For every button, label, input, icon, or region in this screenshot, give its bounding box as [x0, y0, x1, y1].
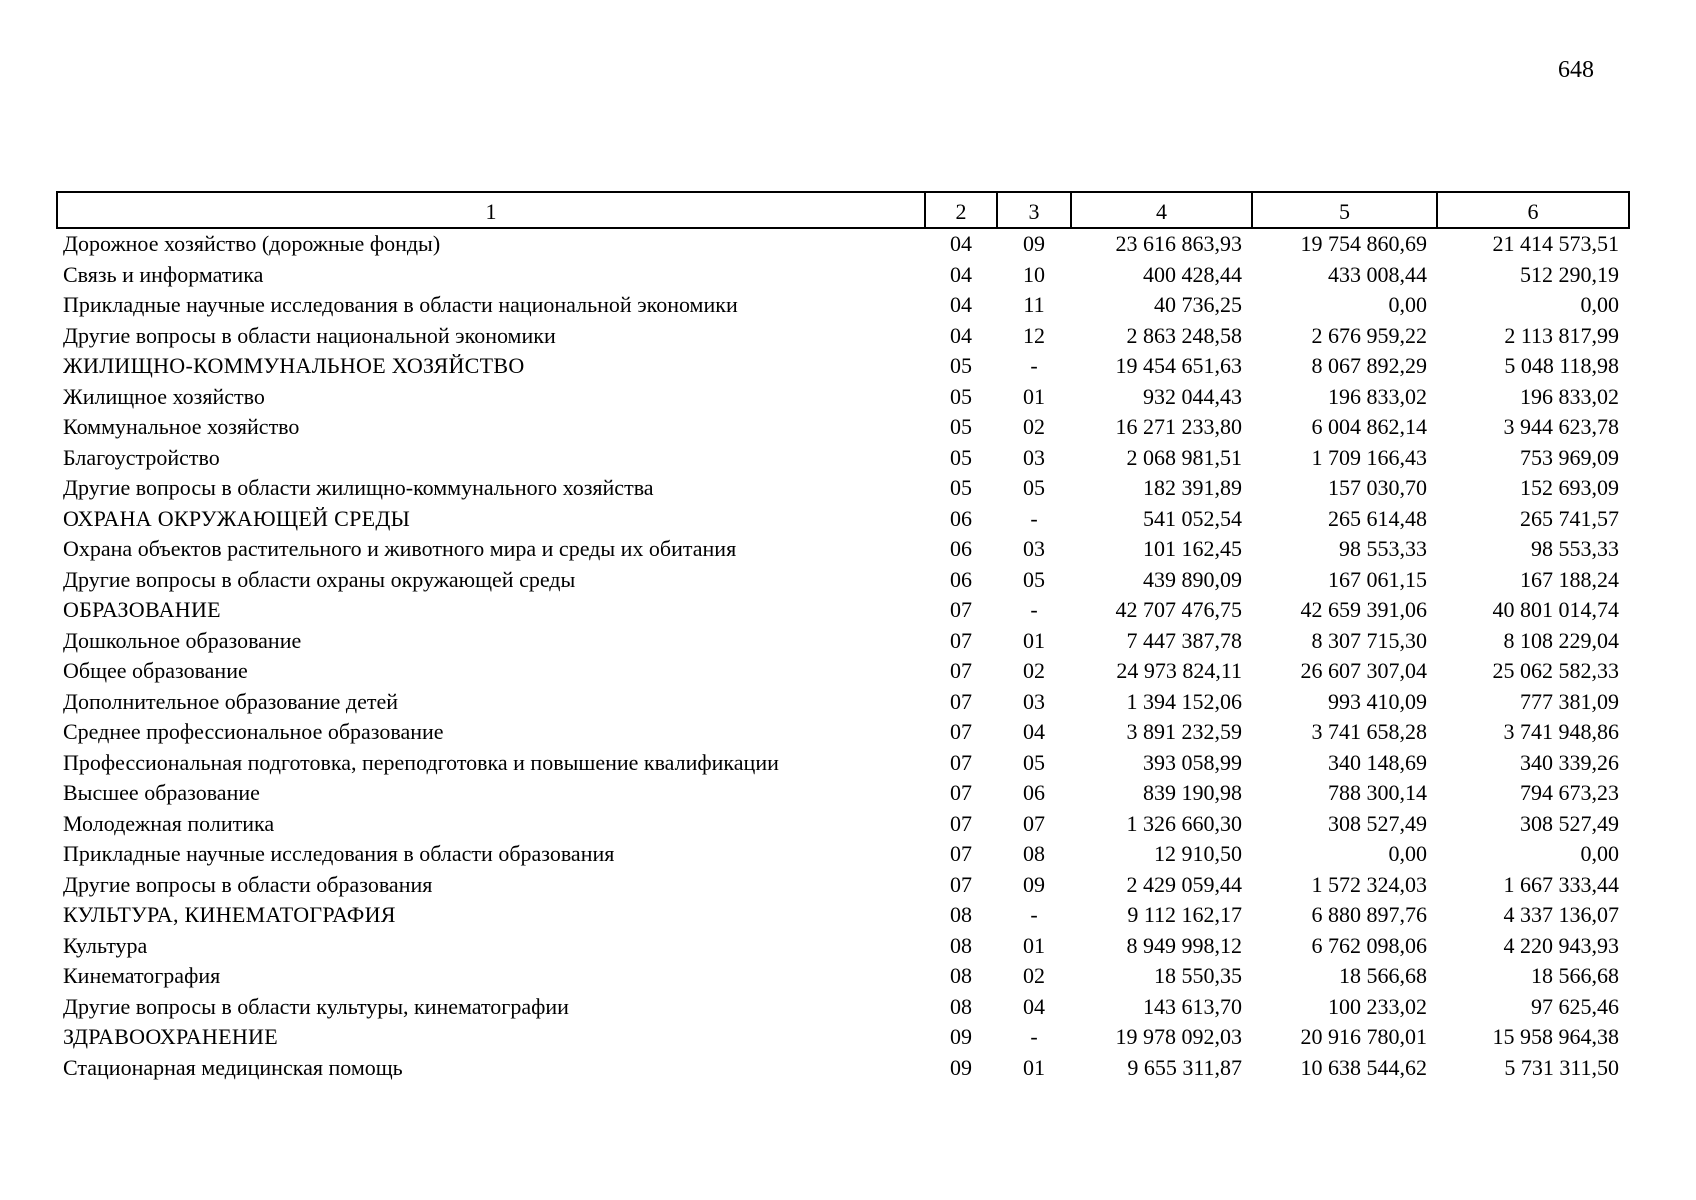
table-row: [57, 290, 1629, 321]
row-value-col6: 8 108 229,04: [1503, 627, 1619, 653]
page-number: 648: [1558, 57, 1594, 83]
row-value-col5: 3 741 658,28: [1311, 719, 1427, 745]
row-name: Коммунальное хозяйство: [63, 414, 300, 440]
row-value-col6: 512 290,19: [1520, 261, 1619, 287]
row-section-code: 04: [950, 322, 972, 348]
row-section-code: 05: [950, 444, 972, 470]
table-row: [57, 382, 1629, 413]
row-section-code: 05: [950, 353, 972, 379]
row-subsection-code: -: [1030, 505, 1038, 531]
row-name: ОБРАЗОВАНИЕ: [63, 597, 221, 623]
table-row: [57, 717, 1629, 748]
row-subsection-code: -: [1030, 353, 1038, 379]
section-row: [57, 595, 1629, 626]
row-value-col5: 2 676 959,22: [1311, 322, 1427, 348]
table-row: [57, 687, 1629, 718]
table-row: [57, 228, 1629, 260]
row-value-col5: 308 527,49: [1328, 810, 1427, 836]
row-subsection-code: 07: [1023, 810, 1045, 836]
row-name: Высшее образование: [63, 780, 260, 806]
row-value-col6: 5 048 118,98: [1504, 353, 1619, 379]
row-value-col4: 1 394 152,06: [1126, 688, 1242, 714]
row-value-col5: 20 916 780,01: [1300, 1024, 1427, 1050]
row-name: ЖИЛИЩНО-КОММУНАЛЬНОЕ ХОЗЯЙСТВО: [63, 353, 525, 379]
column-header-5: 5: [1252, 192, 1437, 228]
row-value-col6: 2 113 817,99: [1504, 322, 1619, 348]
row-section-code: 07: [950, 627, 972, 653]
table-row: [57, 961, 1629, 992]
row-value-col4: 9 112 162,17: [1127, 902, 1242, 928]
table-row: [57, 321, 1629, 352]
row-subsection-code: 06: [1023, 780, 1045, 806]
row-value-col5: 0,00: [1388, 841, 1427, 867]
row-subsection-code: 02: [1023, 414, 1045, 440]
row-value-col5: 6 762 098,06: [1311, 932, 1427, 958]
row-name: Прикладные научные исследования в области образования: [63, 841, 615, 867]
row-name: Среднее профессиональное образование: [63, 719, 444, 745]
row-section-code: 07: [950, 719, 972, 745]
table-row: [57, 839, 1629, 870]
row-name: КУЛЬТУРА, КИНЕМАТОГРАФИЯ: [63, 902, 396, 928]
row-name: Другие вопросы в области национальной экономики: [63, 322, 556, 348]
table-row: [57, 473, 1629, 504]
row-name: Другие вопросы в области охраны окружающей среды: [63, 566, 576, 592]
row-section-code: 04: [950, 292, 972, 318]
row-subsection-code: -: [1030, 1024, 1038, 1050]
table-row: [57, 412, 1629, 443]
row-subsection-code: 04: [1023, 993, 1045, 1019]
row-section-code: 06: [950, 566, 972, 592]
row-name: Другие вопросы в области культуры, кинематографии: [63, 993, 569, 1019]
row-subsection-code: 08: [1023, 841, 1045, 867]
row-subsection-code: 01: [1023, 627, 1045, 653]
row-section-code: 07: [950, 597, 972, 623]
row-value-col4: 2 429 059,44: [1126, 871, 1242, 897]
row-section-code: 05: [950, 475, 972, 501]
row-section-code: 09: [950, 1024, 972, 1050]
row-value-col4: 23 616 863,93: [1115, 231, 1242, 257]
table-row: [57, 931, 1629, 962]
row-value-col4: 3 891 232,59: [1126, 719, 1242, 745]
row-value-col4: 12 910,50: [1154, 841, 1242, 867]
row-value-col5: 8 067 892,29: [1311, 353, 1427, 379]
row-section-code: 09: [950, 1054, 972, 1080]
section-row: [57, 504, 1629, 535]
column-header-6: 6: [1437, 192, 1629, 228]
row-value-col6: 18 566,68: [1531, 963, 1619, 989]
row-section-code: 08: [950, 963, 972, 989]
row-value-col6: 4 220 943,93: [1503, 932, 1619, 958]
row-value-col4: 24 973 824,11: [1116, 658, 1242, 684]
row-value-col6: 97 625,46: [1531, 993, 1619, 1019]
table-row: [57, 565, 1629, 596]
row-section-code: 08: [950, 932, 972, 958]
row-section-code: 05: [950, 414, 972, 440]
row-value-col6: 753 969,09: [1520, 444, 1619, 470]
row-value-col6: 196 833,02: [1520, 383, 1619, 409]
row-value-col4: 439 890,09: [1143, 566, 1242, 592]
row-name: Кинематография: [63, 963, 221, 989]
row-subsection-code: -: [1030, 902, 1038, 928]
row-name: Культура: [63, 932, 148, 958]
row-value-col6: 0,00: [1580, 292, 1619, 318]
row-section-code: 05: [950, 383, 972, 409]
row-subsection-code: 03: [1023, 536, 1045, 562]
table-row: [57, 626, 1629, 657]
row-subsection-code: 09: [1023, 871, 1045, 897]
row-value-col6: 3 741 948,86: [1503, 719, 1619, 745]
row-section-code: 08: [950, 902, 972, 928]
row-value-col6: 0,00: [1580, 841, 1619, 867]
row-value-col5: 0,00: [1388, 292, 1427, 318]
row-subsection-code: 04: [1023, 719, 1045, 745]
section-row: [57, 351, 1629, 382]
row-value-col5: 6 004 862,14: [1311, 414, 1427, 440]
column-header-4: 4: [1071, 192, 1252, 228]
row-value-col5: 10 638 544,62: [1300, 1054, 1427, 1080]
row-name: Другие вопросы в области жилищно-коммунального хозяйства: [63, 475, 654, 501]
row-value-col6: 308 527,49: [1520, 810, 1619, 836]
row-name: Дорожное хозяйство (дорожные фонды): [63, 231, 441, 257]
row-name: Охрана объектов растительного и животного мира и среды их обитания: [63, 536, 737, 562]
row-value-col4: 8 949 998,12: [1126, 932, 1242, 958]
row-section-code: 08: [950, 993, 972, 1019]
row-value-col5: 993 410,09: [1328, 688, 1427, 714]
row-value-col4: 2 863 248,58: [1126, 322, 1242, 348]
row-section-code: 04: [950, 231, 972, 257]
table-row: [57, 260, 1629, 291]
row-value-col6: 265 741,57: [1520, 505, 1619, 531]
row-name: Прикладные научные исследования в области национальной экономики: [63, 292, 738, 318]
row-name: Профессиональная подготовка, переподготовка и повышение квалификации: [63, 749, 779, 775]
row-value-col4: 101 162,45: [1143, 536, 1242, 562]
column-header-3: 3: [997, 192, 1071, 228]
row-subsection-code: 05: [1023, 475, 1045, 501]
row-value-col5: 167 061,15: [1328, 566, 1427, 592]
row-name: Другие вопросы в области образования: [63, 871, 433, 897]
row-name: Благоустройство: [63, 444, 220, 470]
row-value-col4: 42 707 476,75: [1115, 597, 1242, 623]
row-value-col5: 26 607 307,04: [1300, 658, 1427, 684]
row-subsection-code: 05: [1023, 749, 1045, 775]
row-value-col4: 393 058,99: [1143, 749, 1242, 775]
row-value-col6: 167 188,24: [1520, 566, 1619, 592]
row-value-col5: 340 148,69: [1328, 749, 1427, 775]
row-value-col4: 18 550,35: [1154, 963, 1242, 989]
row-name: Молодежная политика: [63, 810, 275, 836]
row-value-col4: 9 655 311,87: [1127, 1054, 1242, 1080]
table-row: [57, 748, 1629, 779]
row-name: Дошкольное образование: [63, 627, 302, 653]
row-value-col6: 1 667 333,44: [1503, 871, 1619, 897]
row-value-col6: 152 693,09: [1520, 475, 1619, 501]
row-subsection-code: 02: [1023, 658, 1045, 684]
table-row: [57, 534, 1629, 565]
row-value-col5: 100 233,02: [1328, 993, 1427, 1019]
row-value-col4: 19 978 092,03: [1115, 1024, 1242, 1050]
row-name: ЗДРАВООХРАНЕНИЕ: [63, 1024, 278, 1050]
row-subsection-code: 03: [1023, 444, 1045, 470]
row-value-col5: 157 030,70: [1328, 475, 1427, 501]
row-subsection-code: 01: [1023, 1054, 1045, 1080]
row-value-col6: 777 381,09: [1520, 688, 1619, 714]
row-subsection-code: 03: [1023, 688, 1045, 714]
row-value-col4: 40 736,25: [1154, 292, 1242, 318]
row-section-code: 06: [950, 536, 972, 562]
row-subsection-code: 05: [1023, 566, 1045, 592]
row-value-col4: 7 447 387,78: [1126, 627, 1242, 653]
row-value-col6: 4 337 136,07: [1503, 902, 1619, 928]
column-header-1: 1: [57, 192, 925, 228]
row-value-col5: 8 307 715,30: [1311, 627, 1427, 653]
row-value-col4: 19 454 651,63: [1115, 353, 1242, 379]
row-section-code: 07: [950, 871, 972, 897]
table-header-row: [57, 192, 1629, 228]
row-value-col6: 3 944 623,78: [1503, 414, 1619, 440]
row-value-col5: 6 880 897,76: [1311, 902, 1427, 928]
row-value-col4: 182 391,89: [1143, 475, 1242, 501]
row-name: ОХРАНА ОКРУЖАЮЩЕЙ СРЕДЫ: [63, 505, 411, 531]
row-value-col6: 21 414 573,51: [1492, 231, 1619, 257]
row-value-col5: 196 833,02: [1328, 383, 1427, 409]
row-subsection-code: -: [1030, 597, 1038, 623]
row-value-col4: 1 326 660,30: [1126, 810, 1242, 836]
row-value-col4: 400 428,44: [1143, 261, 1242, 287]
row-name: Жилищное хозяйство: [63, 383, 265, 409]
table-row: [57, 870, 1629, 901]
row-value-col6: 340 339,26: [1520, 749, 1619, 775]
row-name: Общее образование: [63, 658, 248, 684]
budget-table: [56, 191, 1630, 1083]
row-subsection-code: 09: [1023, 231, 1045, 257]
table-row: [57, 778, 1629, 809]
row-section-code: 06: [950, 505, 972, 531]
row-subsection-code: 02: [1023, 963, 1045, 989]
row-section-code: 07: [950, 658, 972, 684]
row-value-col4: 143 613,70: [1143, 993, 1242, 1019]
row-section-code: 04: [950, 261, 972, 287]
row-name: Связь и информатика: [63, 261, 264, 287]
row-section-code: 07: [950, 810, 972, 836]
table-row: [57, 656, 1629, 687]
column-header-2: 2: [925, 192, 997, 228]
row-section-code: 07: [950, 749, 972, 775]
row-subsection-code: 01: [1023, 383, 1045, 409]
row-value-col4: 2 068 981,51: [1126, 444, 1242, 470]
row-value-col6: 40 801 014,74: [1492, 597, 1619, 623]
row-value-col5: 42 659 391,06: [1300, 597, 1427, 623]
row-value-col6: 5 731 311,50: [1504, 1054, 1619, 1080]
row-value-col5: 1 709 166,43: [1311, 444, 1427, 470]
row-value-col5: 1 572 324,03: [1311, 871, 1427, 897]
table-row: [57, 1053, 1629, 1084]
row-value-col6: 98 553,33: [1531, 536, 1619, 562]
section-row: [57, 900, 1629, 931]
row-value-col4: 541 052,54: [1143, 505, 1242, 531]
row-value-col5: 433 008,44: [1328, 261, 1427, 287]
row-value-col5: 18 566,68: [1339, 963, 1427, 989]
row-section-code: 07: [950, 780, 972, 806]
row-value-col5: 265 614,48: [1328, 505, 1427, 531]
row-value-col5: 98 553,33: [1339, 536, 1427, 562]
row-value-col6: 25 062 582,33: [1492, 658, 1619, 684]
row-name: Стационарная медицинская помощь: [63, 1054, 403, 1080]
row-value-col4: 16 271 233,80: [1115, 414, 1242, 440]
row-value-col6: 794 673,23: [1520, 780, 1619, 806]
row-section-code: 07: [950, 688, 972, 714]
table-row: [57, 809, 1629, 840]
table-body: [57, 228, 1629, 1083]
row-subsection-code: 01: [1023, 932, 1045, 958]
row-section-code: 07: [950, 841, 972, 867]
row-subsection-code: 11: [1023, 292, 1045, 318]
row-value-col6: 15 958 964,38: [1492, 1024, 1619, 1050]
row-value-col4: 839 190,98: [1143, 780, 1242, 806]
row-subsection-code: 12: [1023, 322, 1045, 348]
row-value-col4: 932 044,43: [1143, 383, 1242, 409]
row-name: Дополнительное образование детей: [63, 688, 399, 714]
table-row: [57, 992, 1629, 1023]
row-value-col5: 788 300,14: [1328, 780, 1427, 806]
row-value-col5: 19 754 860,69: [1300, 231, 1427, 257]
section-row: [57, 1022, 1629, 1053]
row-subsection-code: 10: [1023, 261, 1045, 287]
table-row: [57, 443, 1629, 474]
